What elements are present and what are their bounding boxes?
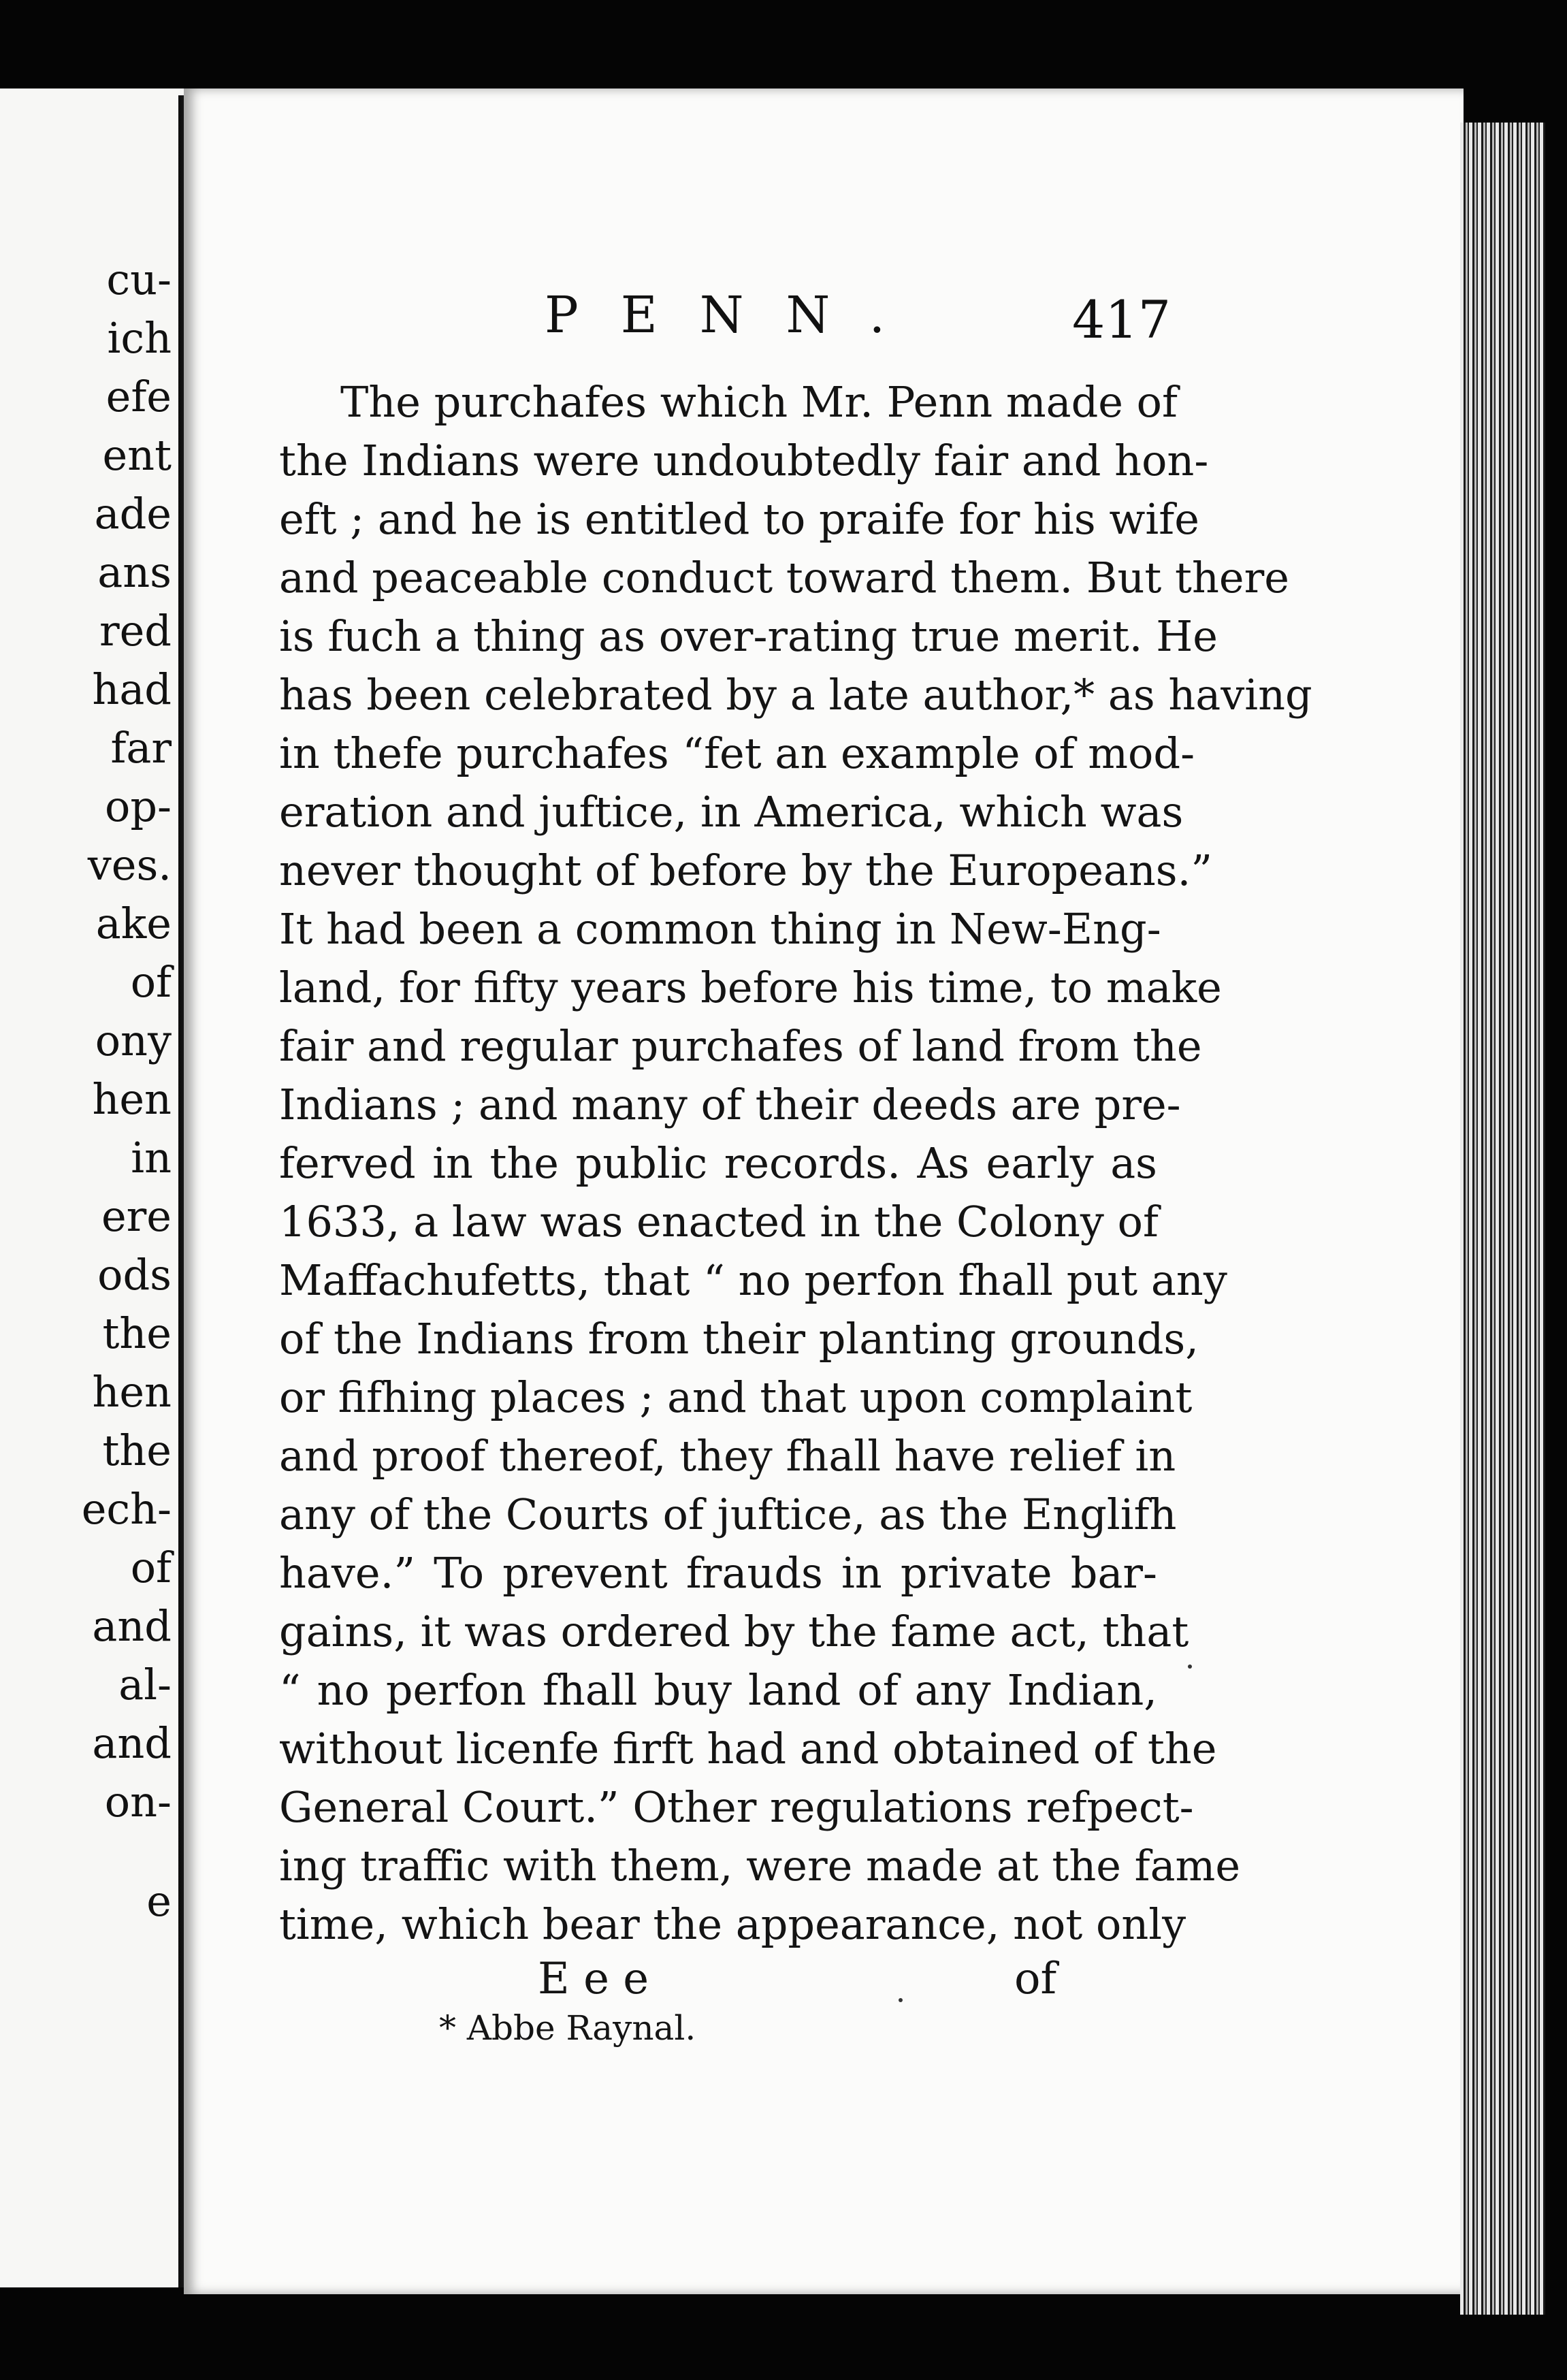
facing-page-fragment: ods	[97, 1250, 172, 1300]
facing-page-fragment: of	[130, 957, 172, 1007]
facing-page-fragment: had	[92, 664, 172, 714]
facing-page-fragment: ves.	[87, 840, 172, 890]
text-line: and proof thereof, they fhall have relief in	[279, 1431, 1176, 1481]
facing-page-fragment: ade	[94, 489, 172, 538]
facing-page-fragment: and	[92, 1718, 172, 1768]
text-line: Maffachufetts, that “ no perfon fhall put any	[279, 1255, 1227, 1305]
text-line: ferved in the public records. As early as	[279, 1138, 1157, 1188]
page-edges	[1460, 123, 1545, 2315]
text-line: have.” To prevent frauds in private bar-	[279, 1548, 1157, 1598]
running-title: PENN.	[545, 286, 928, 344]
facing-page-fragment: hen	[92, 1074, 172, 1124]
text-line: of the Indians from their planting grounds,	[279, 1314, 1199, 1364]
facing-page-fragment: the	[102, 1308, 172, 1358]
text-line: It had been a common thing in New-Eng-	[279, 904, 1161, 954]
facing-page-fragment: ake	[95, 899, 172, 948]
facing-page-fragment: ere	[101, 1191, 172, 1241]
facing-page-fragment: ech-	[81, 1484, 172, 1534]
footnote: * Abbe Raynal.	[439, 2008, 696, 2048]
paper-speck	[1188, 1665, 1192, 1669]
text-line: eft ; and he is entitled to praife for his wife	[279, 494, 1199, 544]
text-line: the Indians were undoubtedly fair and hon-	[279, 436, 1209, 485]
facing-page-fragment: ans	[97, 547, 172, 597]
text-line: time, which bear the appearance, not only	[279, 1899, 1186, 1949]
facing-page-fragment: far	[110, 723, 172, 773]
text-line: General Court.” Other regulations refpect-	[279, 1782, 1194, 1832]
page-number: 417	[1072, 289, 1172, 350]
facing-page-fragment: red	[99, 606, 172, 656]
text-line: “ no perfon fhall buy land of any Indian,	[279, 1665, 1157, 1715]
text-line: and peaceable conduct toward them. But there	[279, 553, 1289, 602]
catchword: of	[1014, 1954, 1057, 2004]
facing-page-fragment: ich	[107, 313, 172, 363]
facing-page-fragment: on-	[104, 1777, 172, 1827]
text-line: ing traffic with them, were made at the fame	[279, 1841, 1241, 1891]
facing-page	[0, 89, 188, 2287]
facing-page-fragment: of	[130, 1543, 172, 1592]
text-line: eration and juftice, in America, which was	[279, 787, 1184, 837]
facing-page-fragment: e	[146, 1876, 172, 1926]
text-line: land, for fifty years before his time, to make	[279, 963, 1222, 1012]
facing-page-fragment: and	[92, 1601, 172, 1651]
paper-speck	[899, 1998, 903, 2002]
facing-page-fragment: ent	[102, 430, 172, 480]
text-line: in thefe purchafes “fet an example of mod-	[279, 728, 1195, 778]
facing-page-fragment: in	[131, 1133, 172, 1183]
facing-page-fragment: hen	[92, 1367, 172, 1417]
signature-mark: E e e	[538, 1954, 649, 2004]
facing-page-fragment: op-	[105, 782, 172, 831]
facing-page-fragment: cu-	[106, 255, 172, 304]
text-line: any of the Courts of juftice, as the Englifh	[279, 1490, 1177, 1539]
facing-page-fragment: efe	[106, 372, 172, 421]
facing-page-fragment: ony	[95, 1016, 172, 1065]
text-line: 1633, a law was enacted in the Colony of	[279, 1197, 1159, 1247]
text-line: never thought of before by the Europeans.”	[279, 846, 1213, 895]
text-line: Indians ; and many of their deeds are pre-	[279, 1080, 1181, 1129]
text-line: fair and regular purchafes of land from the	[279, 1021, 1202, 1071]
text-line: The purchafes which Mr. Penn made of	[340, 377, 1178, 427]
facing-page-fragment: al-	[118, 1660, 172, 1709]
text-line: is fuch a thing as over-rating true merit. He	[279, 611, 1218, 661]
text-line: gains, it was ordered by the fame act, that	[279, 1607, 1189, 1656]
facing-page-fragment: the	[102, 1426, 172, 1475]
text-line: without licenfe firft had and obtained of the	[279, 1724, 1217, 1773]
text-line: has been celebrated by a late author,* as having	[279, 670, 1312, 720]
text-line: or fifhing places ; and that upon complaint	[279, 1372, 1193, 1422]
